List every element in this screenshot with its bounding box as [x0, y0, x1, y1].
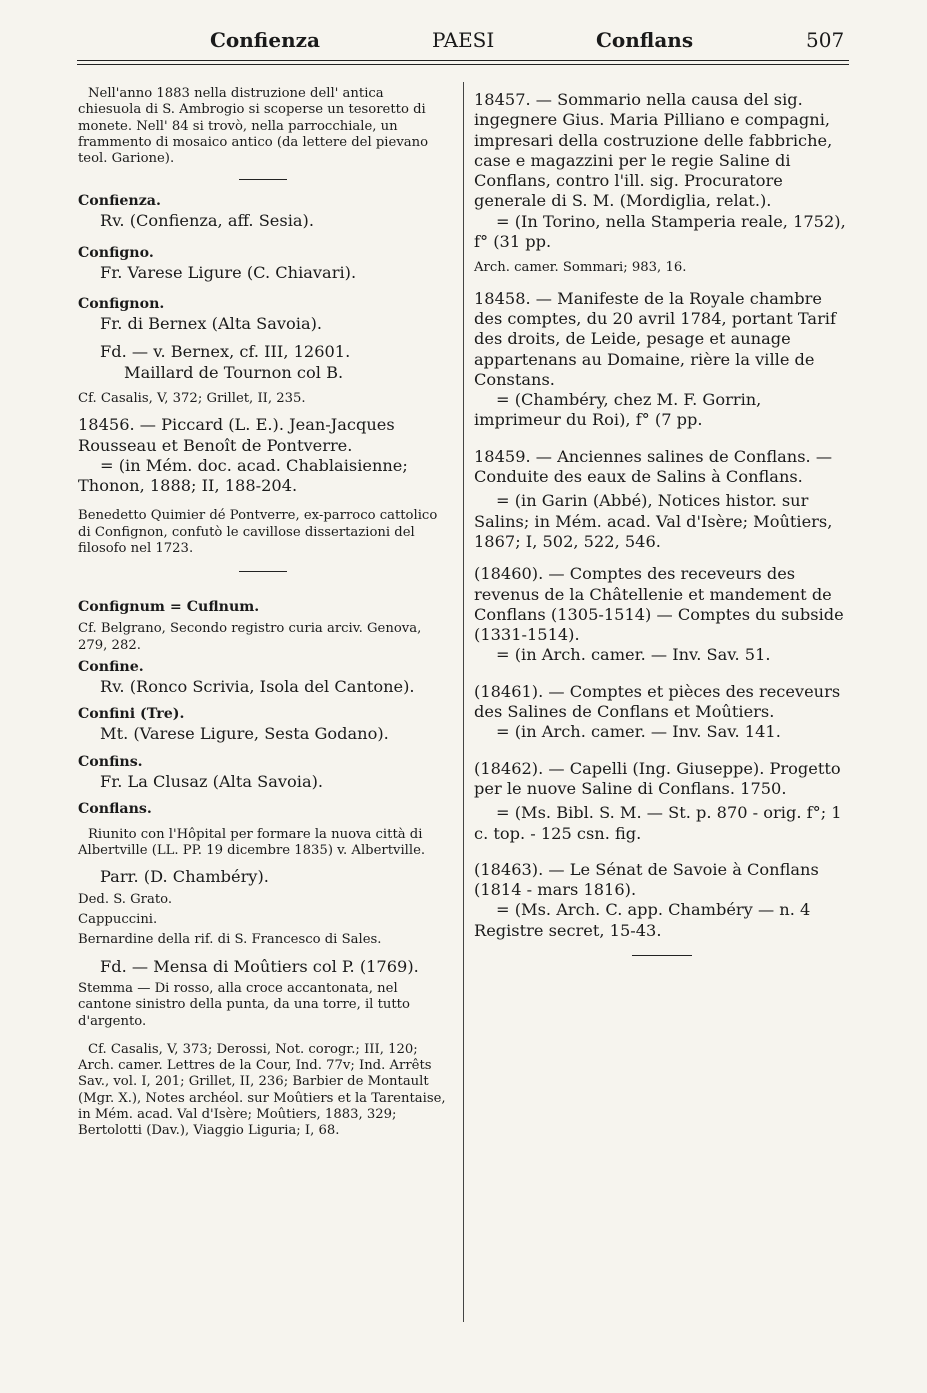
- entry-18463: (18463). — Le Sénat de Savoie à Conflans (1814 - mars 1816).: [474, 859, 819, 900]
- entry-head-confini: Confini (Tre).: [78, 706, 185, 723]
- entry-head-conflans: Conflans.: [78, 800, 152, 817]
- entry-line-confini: Mt. (Varese Ligure, Sesta Godano).: [100, 724, 389, 744]
- convent-line: Cappuccini.: [78, 912, 158, 928]
- right-column: [474, 90, 850, 956]
- running-head-right: Conflans: [596, 28, 694, 52]
- entry-18459-source: = (in Garin (Abbé), Notices histor. sur Salins; in Mém. acad. Val d'Isère; Moûtiers, 1867; I, 502, 522, 546.: [474, 491, 833, 551]
- entry-18457-source: = (In Torino, nella Stamperia reale, 1752), f° (31 pp.: [474, 211, 846, 252]
- running-head-left: Confienza: [210, 28, 320, 52]
- entry-head-confins: Confins.: [78, 753, 143, 770]
- entry-18458-source: = (Chambéry, chez M. F. Gorrin, imprimeur du Roi), f° (7 pp.: [474, 390, 762, 430]
- foundation-line: Fd. — Mensa di Moûtiers col P. (1769).: [100, 956, 419, 976]
- entry-line-confine: Rv. (Ronco Scrivia, Isola del Cantone).: [100, 676, 415, 696]
- foundation-line: Fd. — v. Bernex, cf. III, 12601.: [100, 342, 351, 362]
- dedication: Ded. S. Grato.: [78, 891, 173, 907]
- intro-note: Nell'anno 1883 nella distruzione dell' antica chiesuola di S. Ambrogio si scoperse un tesoretto di monete. Nell' 84 si trovò, nella parrocchiale, un frammento di mosaico antico (da lettere del pievano teol. Garione).: [78, 86, 429, 167]
- header-rule-top: [77, 60, 849, 61]
- entry-18463-source: = (Ms. Arch. C. app. Chambéry — n. 4 Registre secret, 15-43.: [474, 900, 811, 940]
- separator-rule: [239, 571, 287, 572]
- entry-18460-source: = (in Arch. camer. — Inv. Sav. 51.: [496, 645, 771, 665]
- entry-18456-source: = (in Mém. doc. acad. Chablaisienne; Thonon, 1888; II, 188-204.: [78, 455, 408, 496]
- entry-head-confine: Confine.: [78, 658, 144, 675]
- entry-18462: (18462). — Capelli (Ing. Giuseppe). Progetto per le nuove Saline di Conflans. 1750.: [474, 758, 841, 798]
- left-column: [78, 86, 448, 1140]
- parish-line: Parr. (D. Chambéry).: [100, 867, 269, 887]
- citation: Cf. Belgrano, Secondo registro curia arciv. Genova, 279, 282.: [78, 621, 422, 653]
- column-divider: [463, 82, 464, 1322]
- coat-of-arms: Stemma — Di rosso, alla croce accantonata, nel cantone sinistro della punta, da una torre, il tutto d'argento.: [78, 980, 410, 1029]
- entry-18461-source: = (in Arch. camer. — Inv. Sav. 141.: [496, 722, 781, 742]
- entry-18457: 18457. — Sommario nella causa del sig. ingegnere Gius. Maria Pilliano e compagni, impresari della costruzione delle fabbriche, case e magazzini per le regie Saline di Conflans, contro l'ill. sig. Procuratore generale di S. M. (Mordiglia, relat.).: [474, 90, 833, 211]
- entry-line-configno: Fr. Varese Ligure (C. Chiavari).: [100, 262, 357, 282]
- citation: Cf. Casalis, V, 372; Grillet, II, 235.: [78, 390, 306, 406]
- entry-18459: 18459. — Anciennes salines de Conflans. — Conduite des eaux de Salins à Conflans.: [474, 446, 833, 487]
- entry-head-confienza: Confienza.: [78, 193, 161, 210]
- running-head-center: PAESI: [432, 28, 495, 52]
- entry-head-confignon: Confignon.: [78, 296, 165, 313]
- citation: Cf. Casalis, V, 373; Derossi, Not. corogr.; III, 120; Arch. camer. Lettres de la Cour, Ind. 77v; Ind. Arrêts Sav., vol. I, 201; Grillet, II, 236; Barbier de Montault (Mgr. X.), Notes archéol. sur Moûtiers et la Tarentaise, in Mém. acad. Val d'Isère; Moûtiers, 1883, 329; Bertolotti (Dav.), Viaggio Liguria; I, 68.: [78, 1041, 446, 1139]
- separator-rule: [632, 955, 692, 956]
- convent-line: Bernardine della rif. di S. Francesco di Sales.: [78, 932, 382, 948]
- entry-18456-note: Benedetto Quimier dé Pontverre, ex-parroco cattolico di Confignon, confutò le cavillose dissertazioni del filosofo nel 1723.: [78, 508, 438, 557]
- entry-line-confins: Fr. La Clusaz (Alta Savoia).: [100, 771, 324, 791]
- foundation-line-2: Maillard de Tournon col B.: [124, 362, 344, 382]
- entry-18456: 18456. — Piccard (L. E.). Jean-Jacques Rousseau et Benoît de Pontverre.: [78, 415, 395, 455]
- entry-18462-source: = (Ms. Bibl. S. M. — St. p. 870 - orig. f°; 1 c. top. - 125 csn. fig.: [474, 803, 842, 843]
- entry-head-confignum: Confignum = Cuflnum.: [78, 599, 260, 616]
- header-rule-bottom: [77, 64, 849, 65]
- entry-line-confienza: Rv. (Confienza, aff. Sesia).: [100, 211, 314, 231]
- entry-18458: 18458. — Manifeste de la Royale chambre des comptes, du 20 avril 1784, portant Tarif des droits, de Leide, pesage et aunage appartenans au Domaine, rière la ville de Constans.: [474, 288, 836, 389]
- page-number: 507: [806, 28, 845, 52]
- conflans-note: Riunito con l'Hôpital per formare la nuova città di Albertville (LL. PP. 19 dicembre 1835) v. Albertville.: [78, 826, 426, 859]
- separator-rule: [239, 179, 287, 180]
- entry-18457-archive: Arch. camer. Sommari; 983, 16.: [474, 260, 687, 276]
- entry-18461: (18461). — Comptes et pièces des receveurs des Salines de Conflans et Moûtiers.: [474, 681, 841, 722]
- entry-line-confignon: Fr. di Bernex (Alta Savoia).: [100, 314, 323, 334]
- entry-18460: (18460). — Comptes des receveurs des revenus de la Châtellenie et mandement de Conflans (1305-1514) — Comptes du subside (1331-1514).: [474, 564, 844, 645]
- entry-head-configno: Configno.: [78, 244, 154, 261]
